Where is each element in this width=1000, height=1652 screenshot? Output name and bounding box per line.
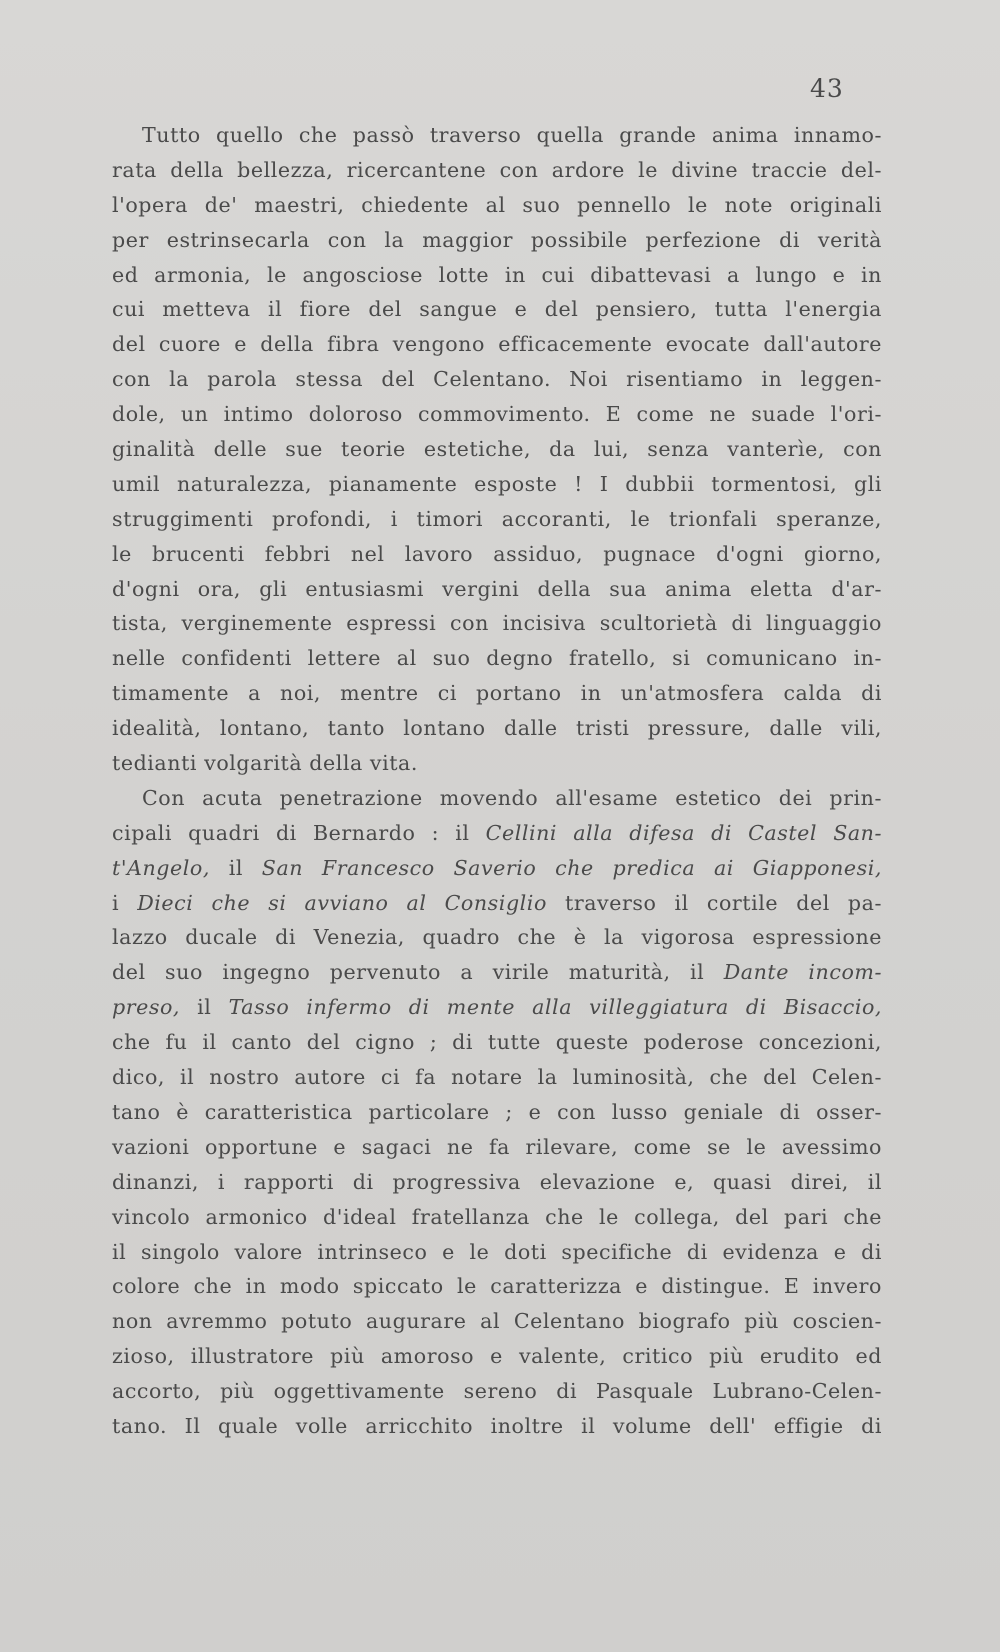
text-line: le brucenti febbri nel lavoro assiduo, pugnace d'ogni giorno,: [112, 541, 882, 566]
text-line: lazzo ducale di Venezia, quadro che è la vigorosa espressione: [112, 925, 882, 950]
text-line: tedianti volgarità della vita.: [112, 751, 418, 776]
text-span: del suo ingegno pervenuto a virile maturità, il: [112, 960, 724, 985]
text-span: cipali quadri di Bernardo : il: [112, 820, 486, 845]
text-line: vazioni opportune e sagaci ne fa rilevare, come se le avessimo: [112, 1134, 882, 1159]
text-line: dico, il nostro autore ci fa notare la luminosità, che del Celen-: [112, 1065, 882, 1090]
painting-title: preso,: [112, 995, 181, 1020]
text-line: accorto, più oggettivamente sereno di Pasquale Lubrano-Celen-: [112, 1379, 882, 1404]
text-line: che fu il canto del cigno ; di tutte queste poderose concezioni,: [112, 1030, 882, 1055]
text-line: cui metteva il fiore del sangue e del pensiero, tutta l'energia: [112, 297, 882, 322]
text-line: timamente a noi, mentre ci portano in un'atmosfera calda di: [112, 681, 882, 706]
text-line: dole, un intimo doloroso commovimento. E come ne suade l'ori-: [112, 402, 882, 427]
text-line: idealità, lontano, tanto lontano dalle tristi pressure, dalle vili,: [112, 716, 882, 741]
page-number: 43: [810, 74, 844, 103]
text-line: d'ogni ora, gli entusiasmi vergini della sua anima eletta d'ar-: [112, 576, 882, 601]
paragraph-2: [112, 781, 882, 1444]
painting-title: Dieci che si avviano al Consiglio: [137, 890, 547, 915]
text-line: il singolo valore intrinseco e le doti specifiche di evidenza e di: [112, 1239, 882, 1264]
text-line: con la parola stessa del Celentano. Noi risentiamo in leggen-: [112, 367, 882, 392]
text-line: vincolo armonico d'ideal fratellanza che le collega, del pari che: [112, 1204, 882, 1229]
text-line: l'opera de' maestri, chiedente al suo pennello le note originali: [112, 192, 882, 217]
text-span: traverso il cortile del pa-: [546, 890, 882, 915]
text-line: non avremmo potuto augurare al Celentano biografo più coscien-: [112, 1309, 882, 1334]
text-line: Con acuta penetrazione movendo all'esame estetico dei prin-: [142, 785, 882, 810]
text-line: per estrinsecarla con la maggior possibile perfezione di verità: [112, 227, 882, 252]
painting-title: Tasso infermo di mente alla villeggiatura di Bisaccio,: [228, 995, 883, 1020]
text-span: il: [180, 995, 229, 1020]
text-line: Tutto quello che passò traverso quella grande anima innamo-: [142, 123, 882, 147]
painting-title: Cellini alla difesa di Castel San-: [485, 820, 882, 845]
painting-title: t'Angelo,: [112, 855, 210, 880]
body-text: [112, 118, 882, 1444]
text-line: [112, 990, 882, 1025]
text-line: struggimenti profondi, i timori accoranti, le trionfali speranze,: [112, 506, 882, 531]
text-line: nelle confidenti lettere al suo degno fratello, si comunicano in-: [112, 646, 882, 671]
text-line: tista, verginemente espressi con incisiva scultorietà di linguaggio: [112, 611, 882, 636]
text-line: del cuore e della fibra vengono efficacemente evocate dall'autore: [112, 332, 882, 357]
text-line: tano è caratteristica particolare ; e con lusso geniale di osser-: [112, 1099, 882, 1124]
text-line: [112, 955, 882, 990]
text-line: ginalità delle sue teorie estetiche, da lui, senza vanterìe, con: [112, 437, 882, 462]
text-span: i: [112, 890, 138, 915]
text-line: zioso, illustratore più amoroso e valente, critico più erudito ed: [112, 1344, 882, 1369]
text-line: tano. Il quale volle arricchito inoltre il volume dell' effigie di: [112, 1413, 882, 1438]
text-line: rata della bellezza, ricercantene con ardore le divine traccie del-: [112, 157, 882, 182]
paragraph-1: [112, 118, 882, 781]
text-line: [112, 851, 882, 886]
text-line: umil naturalezza, pianamente esposte ! I dubbii tormentosi, gli: [112, 471, 882, 496]
text-line: [112, 886, 882, 921]
text-line: [112, 816, 882, 851]
painting-title: San Francesco Saverio che predica ai Giapponesi,: [261, 855, 883, 880]
text-line: dinanzi, i rapporti di progressiva elevazione e, quasi direi, il: [112, 1169, 882, 1194]
text-line: ed armonia, le angosciose lotte in cui dibattevasi a lungo e in: [112, 262, 882, 287]
text-line: colore che in modo spiccato le caratterizza e distingue. E invero: [112, 1274, 882, 1299]
painting-title: Dante incom-: [723, 960, 882, 985]
text-span: il: [209, 855, 262, 880]
